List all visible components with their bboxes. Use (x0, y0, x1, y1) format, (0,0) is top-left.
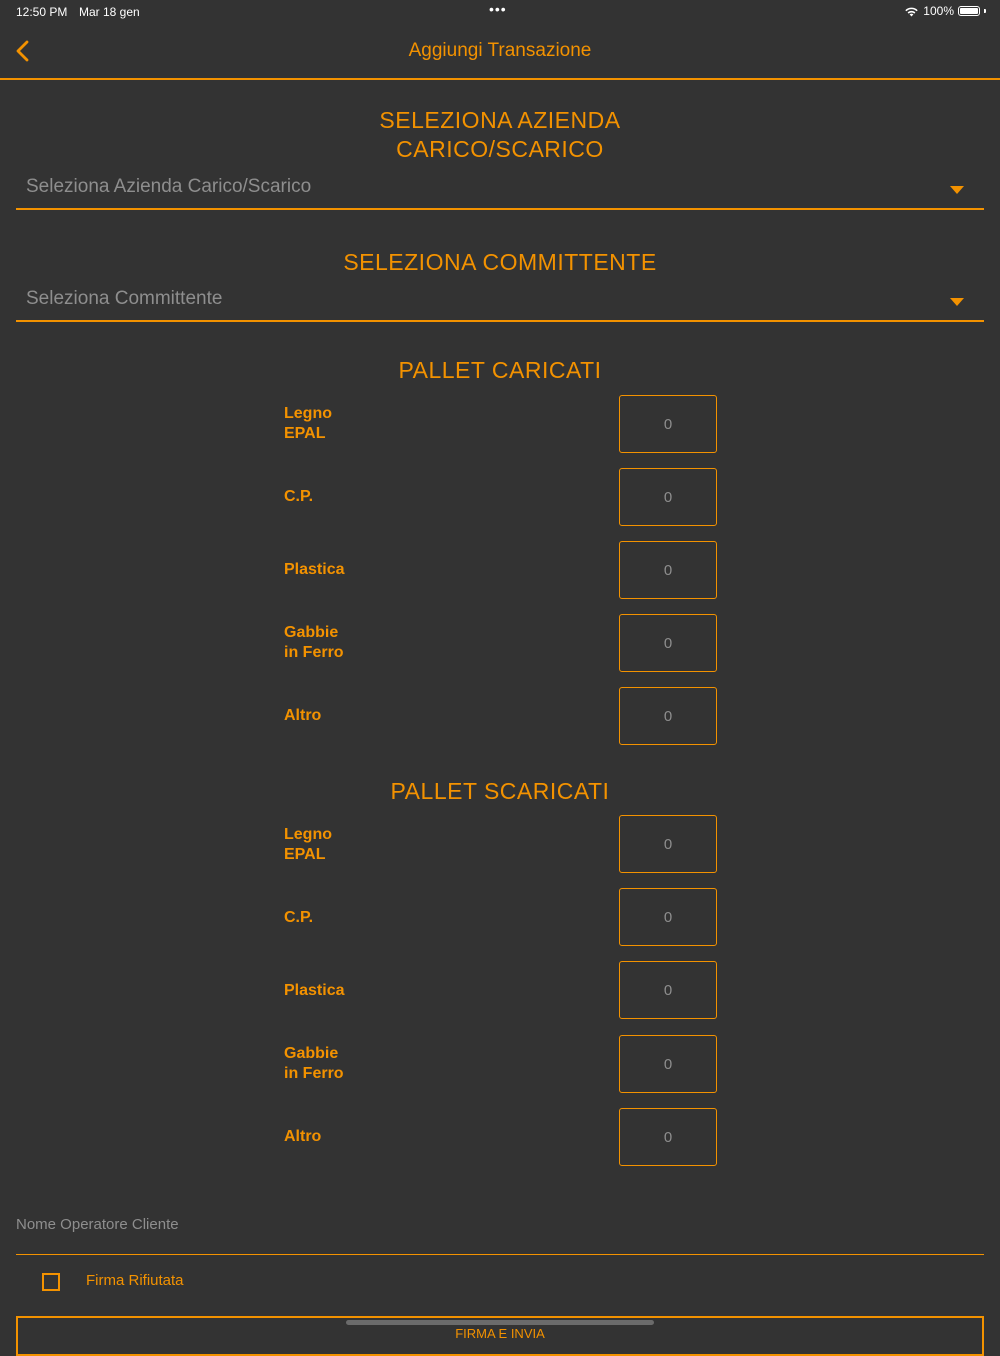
wifi-icon (904, 6, 919, 17)
status-time: 12:50 PM (16, 5, 68, 19)
pallet-label: Gabbie in Ferro (284, 1045, 344, 1082)
navigation-bar (0, 24, 1000, 80)
loaded-section-title: PALLET CARICATI (398, 357, 602, 383)
loaded-row-plastica (0, 541, 1000, 599)
home-indicator[interactable] (346, 1320, 654, 1325)
unloaded-gabbie-input[interactable]: 0 (619, 1035, 717, 1093)
caret-down-icon (950, 186, 964, 194)
unloaded-row-gabbie (0, 1035, 1000, 1093)
signature-refused-label: Firma Rifiutata (86, 1272, 184, 1289)
loaded-plastica-input[interactable]: 0 (619, 541, 717, 599)
client-dropdown-placeholder: Seleziona Committente (26, 288, 223, 309)
loaded-altro-input[interactable]: 0 (619, 687, 717, 745)
client-section-title: SELEZIONA COMMITTENTE (343, 249, 657, 275)
unloaded-altro-input[interactable]: 0 (619, 1108, 717, 1166)
company-dropdown-placeholder: Seleziona Azienda Carico/Scarico (26, 176, 312, 197)
pallet-label: Legno EPAL (284, 826, 332, 863)
loaded-row-cp (0, 468, 1000, 526)
loaded-row-altro (0, 687, 1000, 745)
company-dropdown[interactable] (16, 172, 984, 210)
pallet-label: C.P. (284, 909, 314, 926)
status-bar (0, 0, 1000, 24)
unloaded-section-title: PALLET SCARICATI (390, 778, 610, 804)
client-dropdown[interactable] (16, 284, 984, 322)
pallet-label: Plastica (284, 561, 345, 578)
caret-down-icon (950, 298, 964, 306)
pallet-label: Plastica (284, 982, 345, 999)
operator-name-placeholder: Nome Operatore Cliente (16, 1216, 179, 1233)
unloaded-row-legno-epal (0, 815, 1000, 873)
sign-and-send-button[interactable]: FIRMA E INVIA (16, 1316, 984, 1356)
pallet-label: Legno EPAL (284, 405, 332, 442)
battery-icon (958, 6, 980, 16)
unloaded-row-cp (0, 888, 1000, 946)
unloaded-cp-input[interactable]: 0 (619, 888, 717, 946)
signature-refused-checkbox[interactable] (42, 1273, 60, 1291)
company-section-title: SELEZIONA AZIENDA CARICO/SCARICO (379, 107, 621, 162)
unloaded-legno-epal-input[interactable]: 0 (619, 815, 717, 873)
loaded-legno-epal-input[interactable]: 0 (619, 395, 717, 453)
loaded-gabbie-input[interactable]: 0 (619, 614, 717, 672)
status-date: Mar 18 gen (79, 5, 140, 19)
loaded-row-legno-epal (0, 395, 1000, 453)
loaded-row-gabbie (0, 614, 1000, 672)
operator-name-field[interactable] (16, 1205, 984, 1255)
pallet-label: Gabbie in Ferro (284, 624, 344, 661)
unloaded-row-altro (0, 1108, 1000, 1166)
multitasking-dots[interactable]: ••• (489, 1, 507, 17)
unloaded-row-plastica (0, 961, 1000, 1019)
battery-percent: 100% (923, 4, 954, 18)
battery-cap (984, 9, 986, 13)
loaded-cp-input[interactable]: 0 (619, 468, 717, 526)
pallet-label: C.P. (284, 488, 314, 505)
pallet-label: Altro (284, 707, 322, 724)
unloaded-plastica-input[interactable]: 0 (619, 961, 717, 1019)
pallet-label: Altro (284, 1128, 322, 1145)
status-right (904, 4, 986, 18)
page-title: Aggiungi Transazione (408, 40, 592, 61)
